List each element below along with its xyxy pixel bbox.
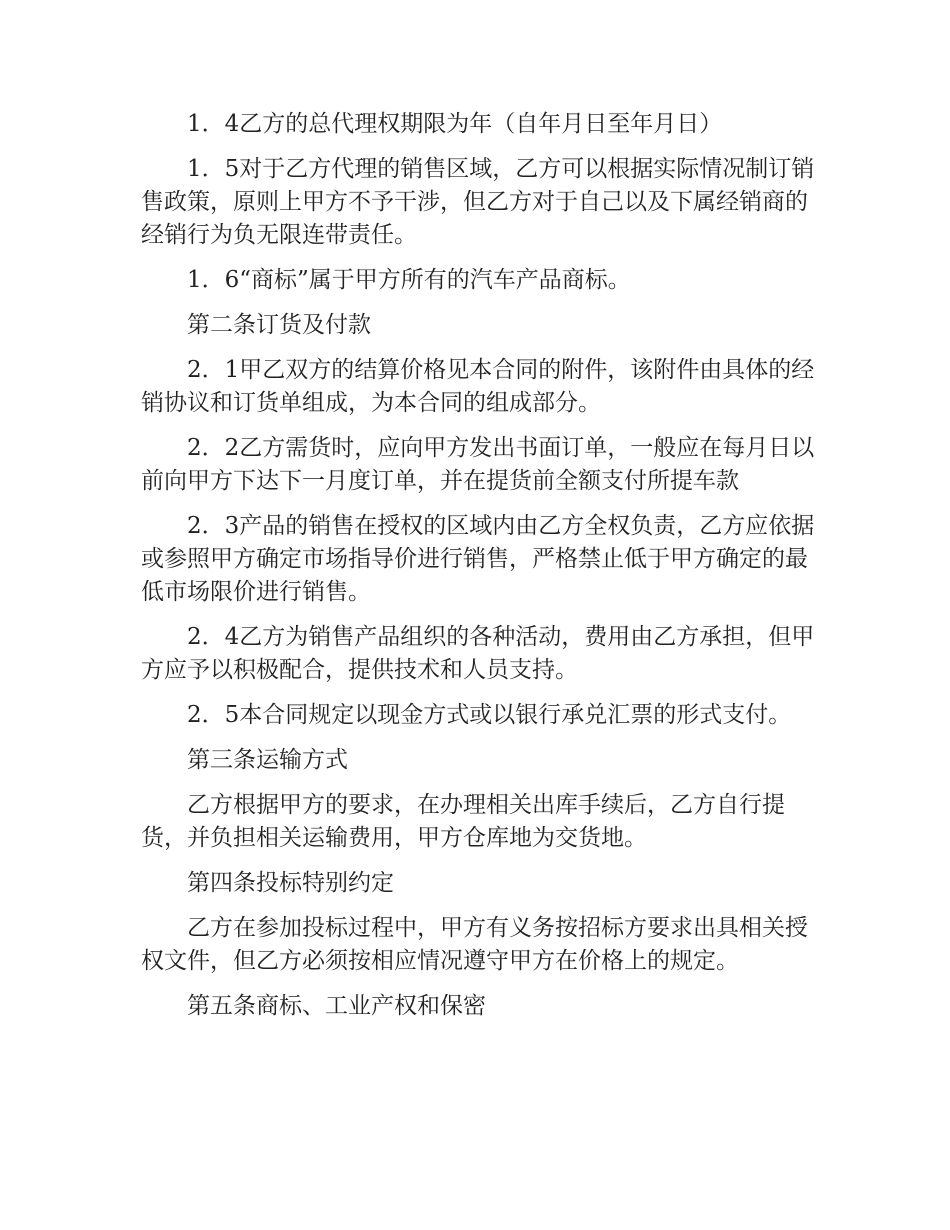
clause-2-5: 2．5本合同规定以现金方式或以银行承兑汇票的形式支付。 [187,702,792,728]
article-2-heading: 第二条订货及付款 [187,312,371,338]
clause-1-6: 1．6“商标”属于甲方所有的汽车产品商标。 [187,267,631,293]
clause-2-4: 2．4乙方为销售产品组织的各种活动，费用由乙方承担，但甲方应予以积极配合，提供技术和人员支持。 [141,624,815,683]
clause-1-4: 1．4乙方的总代理权期限为年（自年月日至年月日） [187,111,723,137]
clause-1-5: 1．5对于乙方代理的销售区域，乙方可以根据实际情况制订销售政策，原则上甲方不予干涉，但乙方对于自己以及下属经销商的经销行为负无限连带责任。 [141,156,815,248]
clause-2-2: 2．2乙方需货时，应向甲方发出书面订单，一般应在每月日以前向甲方下达下一月度订单，并在提货前全额支付所提车款 [141,435,815,494]
clause-2-1: 2．1甲乙双方的结算价格见本合同的附件，该附件由具体的经销协议和订货单组成，为本合同的组成部分。 [141,357,815,416]
article-3-body: 乙方根据甲方的要求，在办理相关出库手续后，乙方自行提货，并负担相关运输费用，甲方仓库地为交货地。 [141,792,785,851]
document-body [141,108,821,1035]
article-4-body: 乙方在参加投标过程中，甲方有义务按招标方要求出具相关授权文件，但乙方必须按相应情况遵守甲方在价格上的规定。 [141,915,808,974]
article-3-heading: 第三条运输方式 [187,747,348,773]
article-5-heading: 第五条商标、工业产权和保密 [187,993,486,1019]
clause-2-3: 2．3产品的销售在授权的区域内由乙方全权负责，乙方应依据或参照甲方确定市场指导价进行销售，严格禁止低于甲方确定的最低市场限价进行销售。 [141,513,815,605]
article-4-heading: 第四条投标特别约定 [187,870,394,896]
